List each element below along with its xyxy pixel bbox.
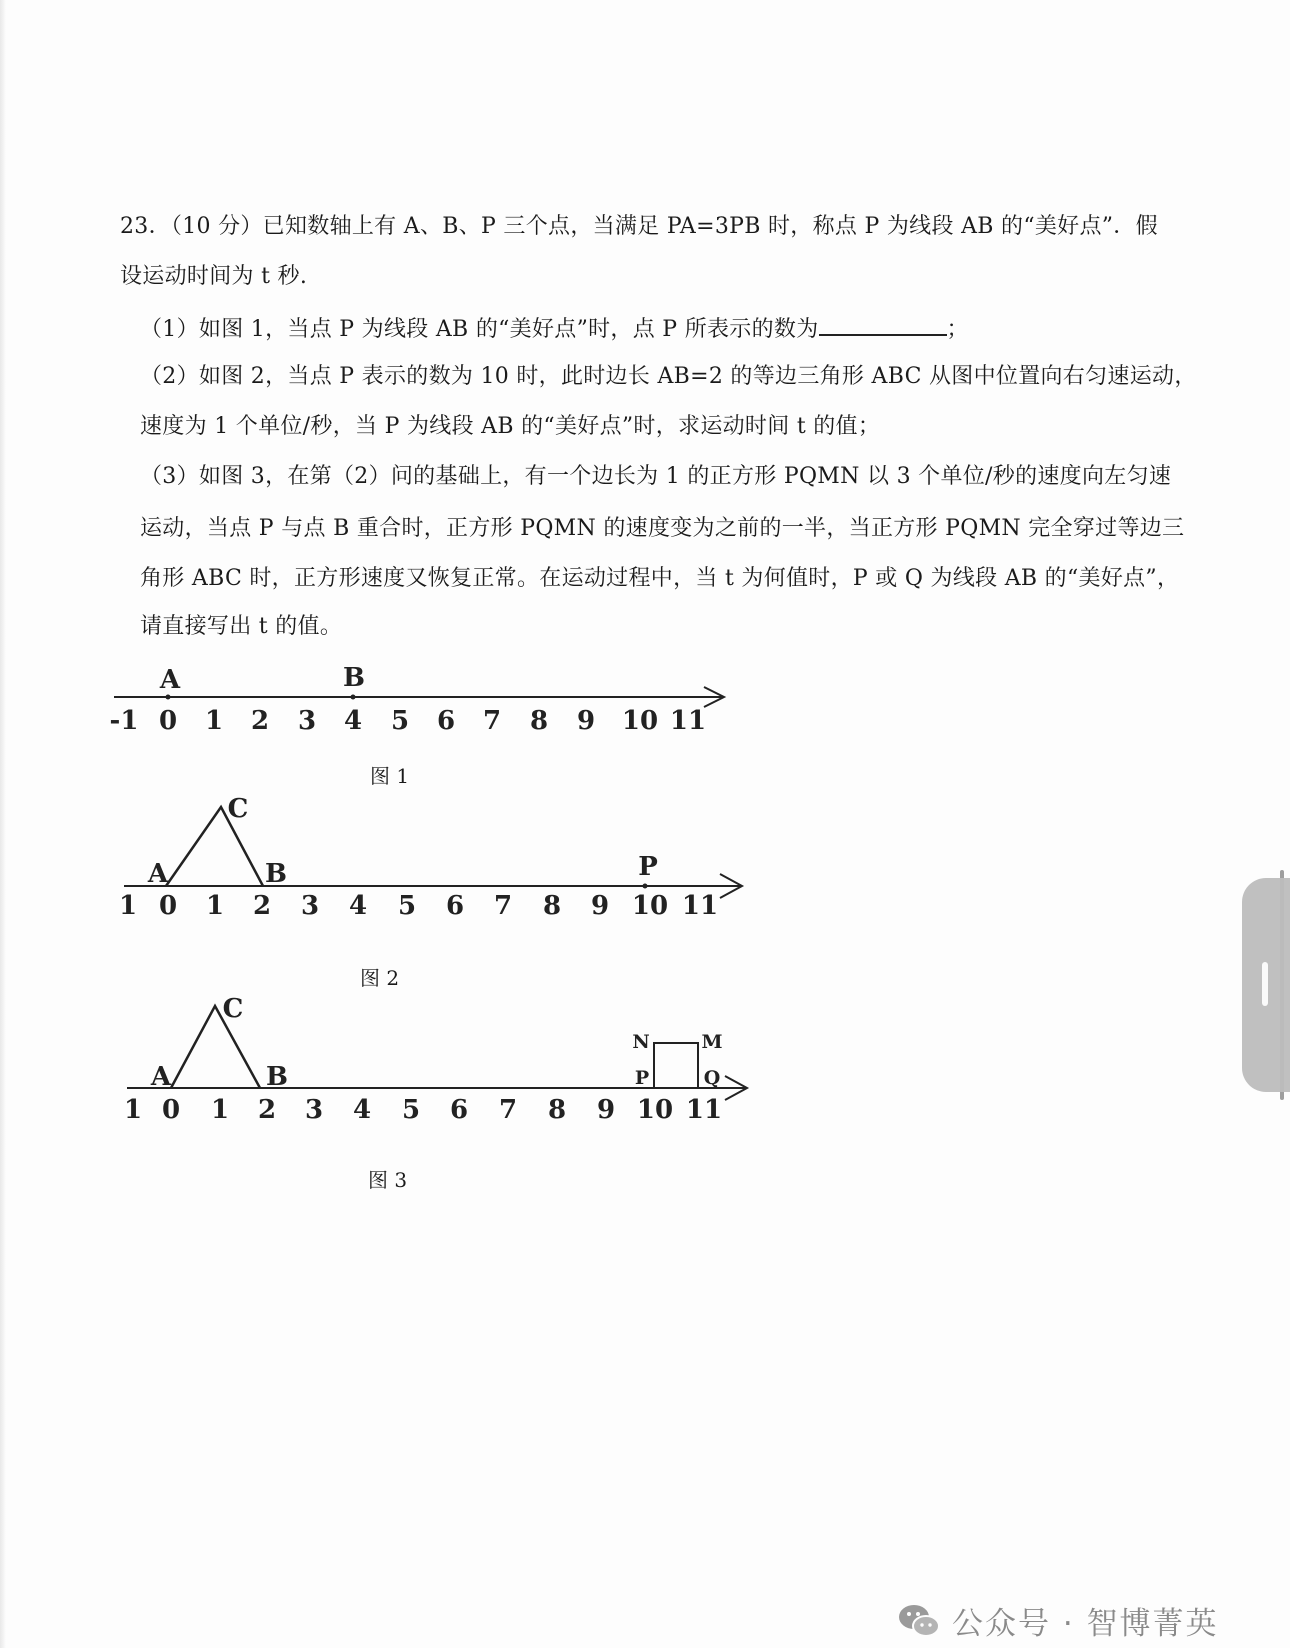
tick-label: 11 bbox=[685, 1095, 723, 1125]
tick-label: 6 bbox=[436, 706, 456, 736]
tick-label: 7 bbox=[493, 891, 513, 920]
page-edge-shadow bbox=[0, 0, 6, 1648]
question-1 bbox=[140, 312, 969, 345]
point-b-label: B bbox=[265, 859, 287, 889]
figure-3-caption: 图 3 bbox=[368, 1168, 408, 1192]
tick-label: 2 bbox=[257, 1095, 277, 1125]
question-1-text: （1）如图 1，当点 P 为线段 AB 的“美好点”时，点 P 所表示的数为 bbox=[140, 317, 819, 342]
tick-label: 7 bbox=[498, 1095, 518, 1125]
problem-line-1: 23．（10 分）已知数轴上有 A、B、P 三个点，当满足 PA=3PB 时，称点 P 为线段 AB 的“美好点”．假 bbox=[120, 214, 1158, 239]
grip-icon bbox=[1262, 962, 1268, 1006]
tick-label: 8 bbox=[547, 1095, 567, 1125]
tick-label: 5 bbox=[397, 891, 417, 920]
tick-label: 0 bbox=[158, 706, 178, 736]
tick-label: 5 bbox=[401, 1095, 421, 1125]
point-p-label: P bbox=[634, 1067, 650, 1089]
tick-label: 8 bbox=[542, 891, 562, 920]
tick-label: 8 bbox=[529, 706, 549, 736]
tick-label: 1 bbox=[204, 706, 224, 736]
point-a-dot bbox=[166, 695, 171, 700]
tick-label: 9 bbox=[576, 706, 596, 736]
question-2-line-1: （2）如图 2，当点 P 表示的数为 10 时，此时边长 AB=2 的等边三角形 ABC 从图中位置向右匀速运动， bbox=[140, 364, 1197, 389]
point-b-label: B bbox=[343, 663, 365, 693]
point-p-dot bbox=[643, 884, 648, 889]
tick-label: 10 bbox=[631, 891, 669, 920]
point-c-label: C bbox=[227, 794, 249, 824]
tick-label: 6 bbox=[445, 891, 465, 920]
wechat-icon bbox=[896, 1601, 942, 1641]
figure-2-caption: 图 2 bbox=[360, 966, 400, 990]
question-2-line-2: 速度为 1 个单位/秒，当 P 为线段 AB 的“美好点”时，求运动时间 t 的值； bbox=[140, 414, 881, 439]
tick-label: 4 bbox=[352, 1095, 372, 1125]
watermark bbox=[896, 1598, 1219, 1643]
point-p-label: P bbox=[638, 852, 658, 882]
question-3-line-3: 角形 ABC 时，正方形速度又恢复正常。在运动过程中，当 t 为何值时，P 或 Q 为线段 AB 的“美好点”， bbox=[140, 566, 1180, 591]
point-q-label: Q bbox=[703, 1067, 721, 1089]
figure-1-caption: 图 1 bbox=[370, 764, 410, 788]
square-pqmn bbox=[654, 1043, 698, 1088]
tick-label: 6 bbox=[449, 1095, 469, 1125]
tick-label: 1 bbox=[118, 891, 138, 920]
scrollbar-handle[interactable] bbox=[1242, 878, 1290, 1092]
point-b-dot bbox=[351, 695, 356, 700]
point-b-label: B bbox=[266, 1062, 288, 1092]
answer-blank bbox=[819, 312, 947, 336]
question-3-line-1: （3）如图 3，在第（2）问的基础上，有一个边长为 1 的正方形 PQMN 以 3 个单位/秒的速度向左匀速 bbox=[140, 464, 1172, 489]
tick-label: 1 bbox=[210, 1095, 230, 1125]
tick-label: 9 bbox=[596, 1095, 616, 1125]
problem-line-2: 设运动时间为 t 秒. bbox=[120, 264, 308, 289]
tick-label: 3 bbox=[304, 1095, 324, 1125]
triangle-abc bbox=[171, 1006, 260, 1088]
question-1-end: ； bbox=[946, 317, 969, 342]
tick-label: -1 bbox=[109, 706, 139, 736]
point-a-label: A bbox=[147, 859, 169, 889]
tick-label: 10 bbox=[621, 706, 659, 736]
tick-label: 9 bbox=[590, 891, 610, 920]
tick-label: 11 bbox=[681, 891, 719, 920]
tick-label: 5 bbox=[390, 706, 410, 736]
tick-label: 3 bbox=[300, 891, 320, 920]
tick-label: 4 bbox=[348, 891, 368, 920]
tick-label: 2 bbox=[252, 891, 272, 920]
point-n-label: N bbox=[632, 1031, 650, 1053]
figure-3-number-line bbox=[115, 990, 755, 1125]
point-m-label: M bbox=[701, 1031, 723, 1053]
tick-label: 11 bbox=[669, 706, 707, 736]
tick-label: 1 bbox=[123, 1095, 143, 1125]
point-a-label: A bbox=[159, 665, 181, 695]
figure-2-number-line bbox=[110, 790, 750, 920]
point-c-label: C bbox=[222, 994, 244, 1024]
question-3-line-2: 运动，当点 P 与点 B 重合时，正方形 PQMN 的速度变为之前的一半，当正方形 PQMN 完全穿过等边三 bbox=[140, 516, 1185, 541]
tick-label: 3 bbox=[297, 706, 317, 736]
watermark-text: 公众号 · 智博菁英 bbox=[952, 1606, 1219, 1642]
question-3-line-4: 请直接写出 t 的值。 bbox=[140, 614, 343, 639]
figure-1-number-line bbox=[100, 660, 740, 740]
tick-label: 4 bbox=[343, 706, 363, 736]
tick-label: 0 bbox=[158, 891, 178, 920]
tick-label: 1 bbox=[205, 891, 225, 920]
tick-label: 2 bbox=[250, 706, 270, 736]
tick-label: 7 bbox=[482, 706, 502, 736]
tick-label: 10 bbox=[636, 1095, 674, 1125]
tick-label: 0 bbox=[161, 1095, 181, 1125]
triangle-abc bbox=[166, 807, 263, 886]
point-a-label: A bbox=[150, 1062, 172, 1092]
